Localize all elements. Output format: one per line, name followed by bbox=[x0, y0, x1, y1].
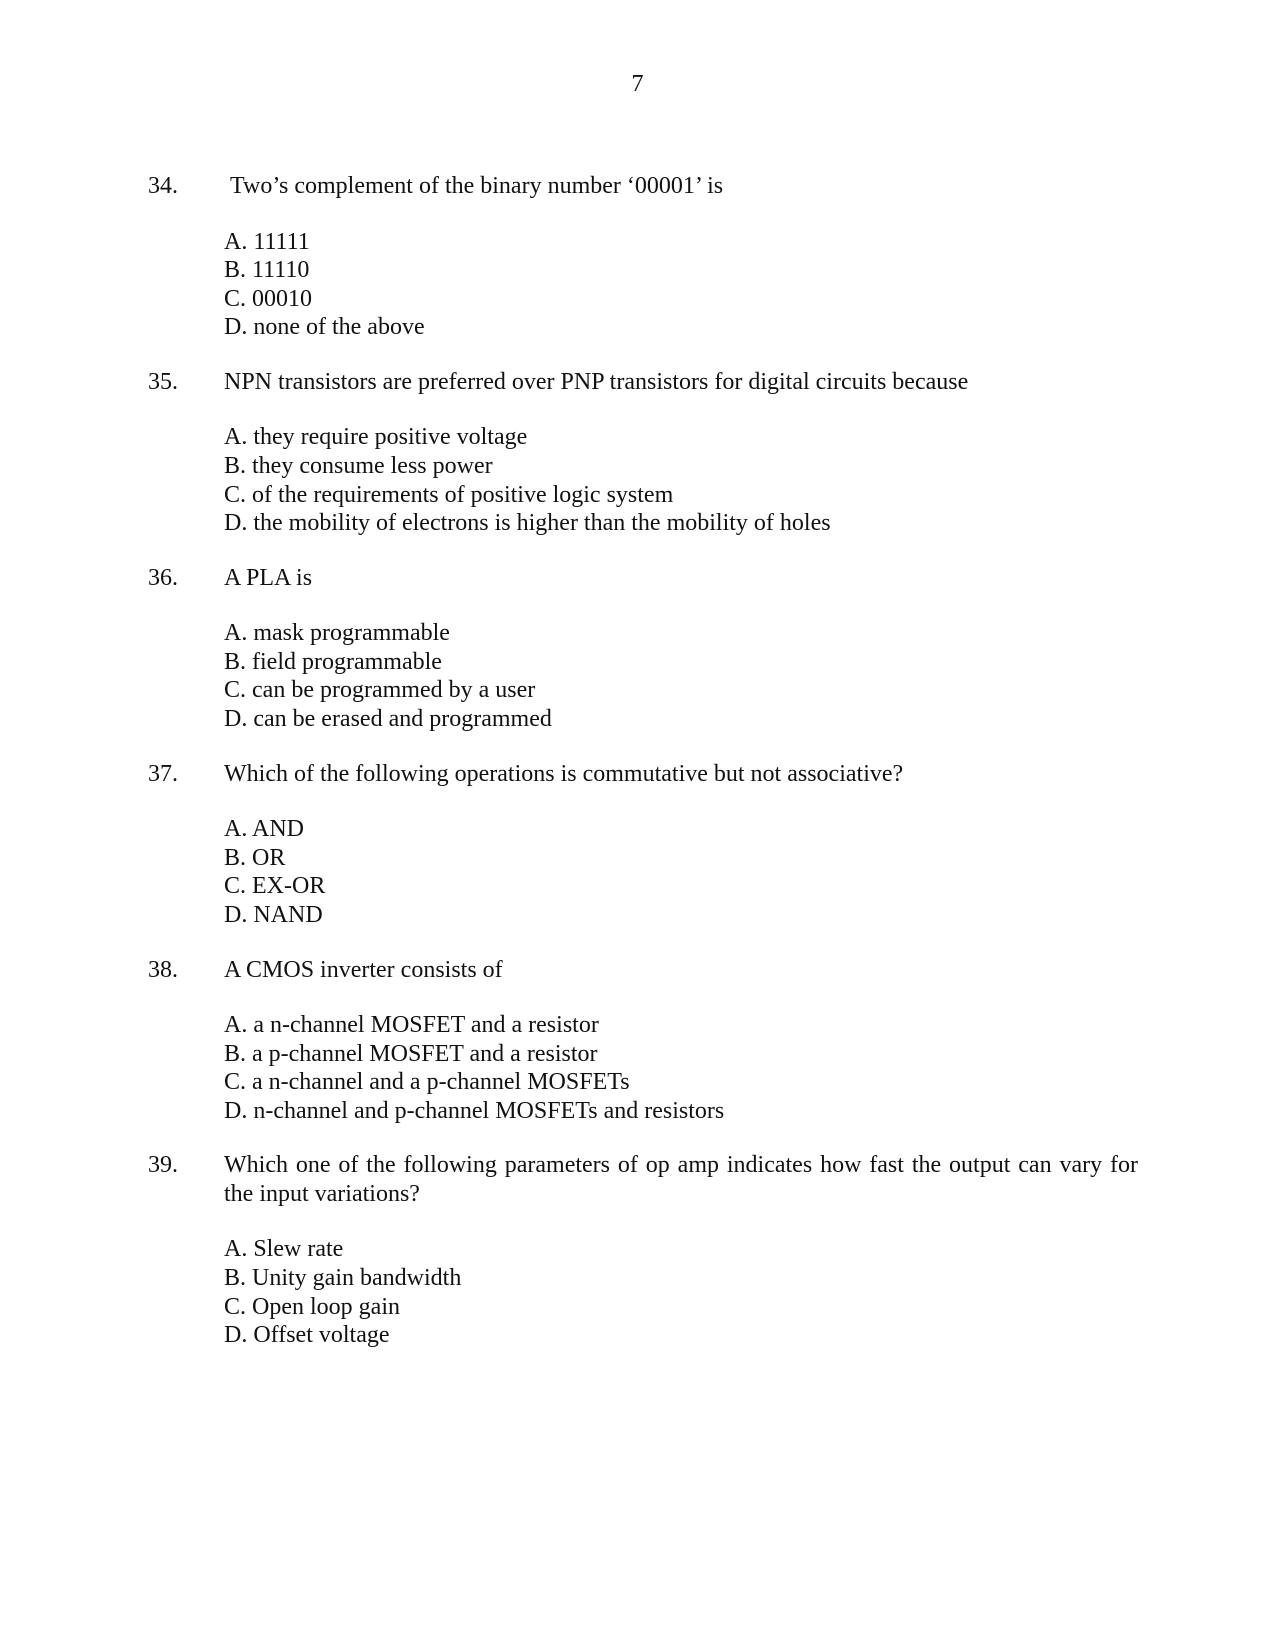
question-body bbox=[224, 368, 1138, 538]
question-list bbox=[148, 172, 1138, 1376]
option-a: A. AND bbox=[224, 816, 305, 843]
option-d: D. Offset voltage bbox=[224, 1322, 390, 1349]
question-text: Which of the following operations is commutative but not associative? bbox=[224, 760, 904, 787]
option-a: A. 11111 bbox=[224, 228, 310, 255]
question-number: 39. bbox=[148, 1152, 178, 1179]
question-text: NPN transistors are preferred over PNP transistors for digital circuits because bbox=[224, 368, 969, 395]
page-number: 7 bbox=[631, 71, 644, 97]
question-text: Two’s complement of the binary number ‘00001’ is bbox=[230, 173, 724, 199]
answer-options bbox=[224, 228, 1138, 342]
option-b: B. 11110 bbox=[224, 257, 310, 284]
question-35 bbox=[148, 368, 1138, 538]
option-c: C. can be programmed by a user bbox=[224, 677, 536, 704]
option-b: B. OR bbox=[224, 844, 286, 871]
option-d: D. the mobility of electrons is higher than the mobility of holes bbox=[224, 510, 831, 537]
option-d: D. n-channel and p-channel MOSFETs and resistors bbox=[224, 1097, 725, 1124]
option-a: A. they require positive voltage bbox=[224, 424, 528, 451]
question-body bbox=[224, 760, 1138, 930]
option-a: A. Slew rate bbox=[224, 1236, 344, 1263]
question-text: Which one of the following parameters of op amp indicates how fast the output can vary for the input variations? bbox=[224, 1152, 1138, 1207]
question-number: 34. bbox=[148, 173, 178, 199]
option-c: C. of the requirements of positive logic system bbox=[224, 481, 674, 508]
option-a: A. a n-channel MOSFET and a resistor bbox=[224, 1012, 599, 1038]
question-38 bbox=[148, 956, 1138, 1126]
option-c: C. 00010 bbox=[224, 285, 313, 312]
answer-options bbox=[224, 619, 1138, 733]
option-d: D. NAND bbox=[224, 901, 323, 928]
option-c: C. Open loop gain bbox=[224, 1293, 400, 1320]
option-b: B. Unity gain bandwidth bbox=[224, 1264, 462, 1291]
option-d: D. can be erased and programmed bbox=[224, 706, 552, 733]
question-body bbox=[224, 956, 1138, 1126]
option-b: B. field programmable bbox=[224, 648, 442, 675]
question-number: 35. bbox=[148, 368, 178, 395]
question-text: A CMOS inverter consists of bbox=[224, 956, 503, 983]
option-d: D. none of the above bbox=[224, 314, 425, 341]
option-a: A. mask programmable bbox=[224, 620, 450, 647]
option-b: B. they consume less power bbox=[224, 452, 493, 479]
question-number: 38. bbox=[148, 956, 178, 983]
answer-options bbox=[224, 1011, 1138, 1125]
question-34 bbox=[148, 172, 1138, 342]
question-37 bbox=[148, 760, 1138, 930]
answer-options bbox=[224, 815, 1138, 929]
question-text: A PLA is bbox=[224, 564, 313, 591]
option-c: C. EX-OR bbox=[224, 873, 326, 900]
question-39 bbox=[148, 1151, 1138, 1349]
option-c: C. a n-channel and a p-channel MOSFETs bbox=[224, 1069, 630, 1096]
question-36 bbox=[148, 564, 1138, 734]
question-body bbox=[224, 1151, 1138, 1349]
question-number: 36. bbox=[148, 564, 178, 591]
answer-options bbox=[224, 423, 1138, 537]
answer-options bbox=[224, 1235, 1138, 1349]
question-body bbox=[224, 172, 1138, 342]
option-b: B. a p-channel MOSFET and a resistor bbox=[224, 1040, 598, 1067]
question-body bbox=[224, 564, 1138, 734]
question-number: 37. bbox=[148, 760, 178, 787]
